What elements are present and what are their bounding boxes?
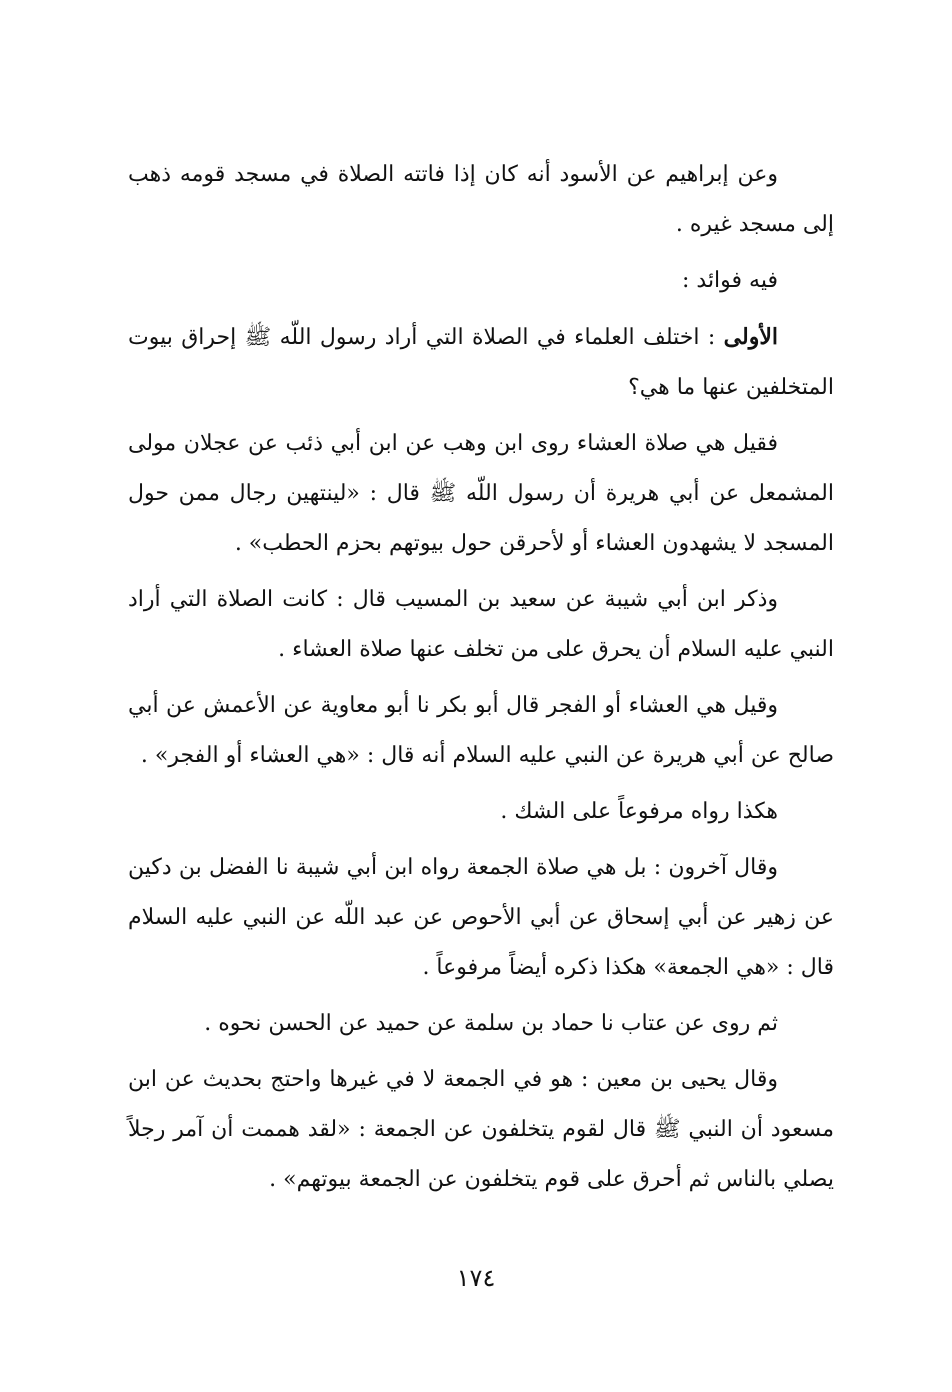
paragraph-9: ثم روى عن عتاب نا حماد بن سلمة عن حميد عن الحسن نحوه . <box>204 1011 778 1036</box>
paragraph-4: فقيل هي صلاة العشاء روى ابن وهب عن ابن أبي ذئب عن عجلان مولى المشمعل عن أبي هريرة أن رسول اللّه ﷺ قال : «لينتهين رجال ممن حول المسجد لا يشهدون العشاء أو لأحرقن حول بيوتهم بحزم الحطب» . <box>128 431 834 556</box>
paragraph-3-lead: الأولى <box>723 324 778 350</box>
paragraph-2: فيه فوائد : <box>681 268 778 293</box>
paragraph-8: وقال آخرون : بل هي صلاة الجمعة رواه ابن أبي شيبة نا الفضل بن دكين عن زهير عن أبي إسحاق عن أبي الأحوص عن عبد اللّه عن النبي عليه السلام قال : «هي الجمعة» هكذا ذكره أيضاً مرفوعاً . <box>128 855 834 980</box>
paragraph-7: هكذا رواه مرفوعاً على الشك . <box>500 799 778 824</box>
paragraph-6: وقيل هي العشاء أو الفجر قال أبو بكر نا أبو معاوية عن الأعمش عن أبي صالح عن أبي هريرة عن النبي عليه السلام أنه قال : «هي العشاء أو الفجر» . <box>128 693 834 768</box>
page-number: ١٧٤ <box>456 1264 496 1292</box>
paragraph-3 <box>128 312 834 413</box>
paragraph-10: وقال يحيى بن معين : هو في الجمعة لا في غيرها واحتج بحديث عن ابن مسعود أن النبي ﷺ قال لقوم يتخلفون عن الجمعة : «لقد هممت أن آمر رجلاً يصلي بالناس ثم أحرق على قوم يتخلفون عن الجمعة بيوتهم» . <box>128 1067 834 1192</box>
body-text <box>128 150 834 1205</box>
paragraph-1: وعن إبراهيم عن الأسود أنه كان إذا فاتته الصلاة في مسجد قومه ذهب إلى مسجد غيره . <box>128 162 834 237</box>
paragraph-5: وذكر ابن أبي شيبة عن سعيد بن المسيب قال : كانت الصلاة التي أراد النبي عليه السلام أن يحرق على من تخلف عنها صلاة العشاء . <box>128 587 834 662</box>
paragraph-3-body: : اختلف العلماء في الصلاة التي أراد رسول اللّه ﷺ إحراق بيوت المتخلفين عنها ما هي؟ <box>128 325 834 400</box>
